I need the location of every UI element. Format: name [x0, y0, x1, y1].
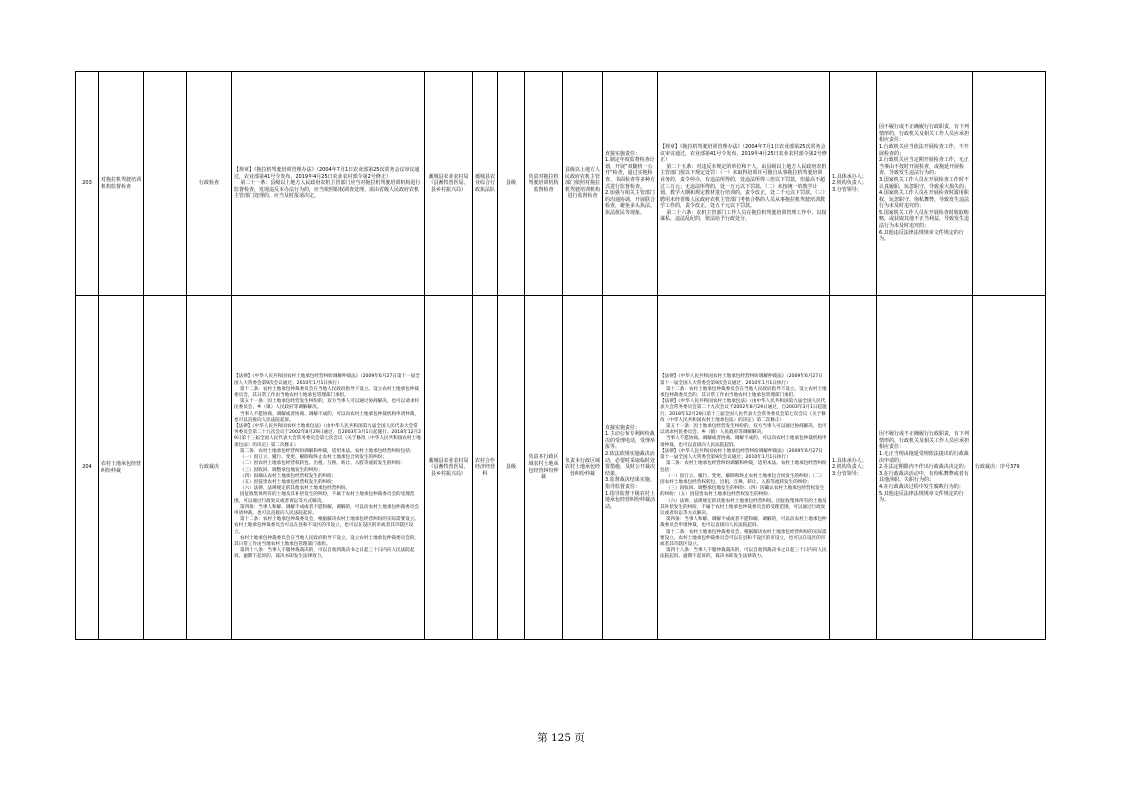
- accountability-text: 因不履行或不正确履行行政职责，有下列情形的，行政机关及相关工作人员应承担相应责任： 1.无正当理由拖延受理依法提出的行政裁决申请的； 2.在法定期限内不作出行政裁决决定的； 3.在行政裁决活动中，有徇私舞弊或者有其他渎职、失职行为的； 4.在行政裁决过程中发生腐败行为的； 5.其他违反法律法规规章文件规定的行为。: [879, 431, 970, 504]
- sub-item: [144, 72, 187, 296]
- responsibility-basis-text: 【规章】《拖拉机驾驶培训管理办法》（2004年7月1日农业部第25次常务会议审议通过，农业部第41号令发布，2019年4月25日农业农村部令第2号修正） 第二十五条：对违反本规定的单位和个人，由县级以上地方人民政府农机主管部门按以下规定处罚：（一）未取得培训许可擅自从事拖拉机驾驶培训业务的，责令停办，有违法所得的，处违法所得三倍以下罚款，但最高不超过三万元；无违法所得的，处一万元以下罚款。（二）未按统一的教学计划、教学大纲和规定教材进行培训的，责令改正，处二千元以下罚款。（三）聘用未经省级人民政府农机主管部门考核合格的人员从事拖拉机驾驶培训教学工作的，责令改正，处五千元以下罚款。 第二十六条：农机主管部门工作人员在拖拉机驾驶培训管理工作中，以权谋私、违法乱纪的，依法给予行政处分。: [660, 143, 827, 223]
- exercise-scope: 负责本行政区域农村土地承包经营纠纷仲裁: [563, 296, 603, 640]
- responsibility-basis: [658, 72, 830, 296]
- sub-item: [144, 296, 187, 640]
- undertaking-office: 藁城县农业综合行政执法队: [473, 72, 498, 296]
- responsibility-subject-text: 1.具体承办人； 2.机构负责人； 3.分管领导；: [832, 457, 867, 477]
- responsibility-text: 直接实施责任： 1.制定年度监督检查计划，开展“双随机一公开”检查，通过实地检查、书面检查等多种方式进行监督检查。 2.加强与相关主管部门的沟通协调，开展联合检查，避免多头执法、执法扰民等现象。: [605, 150, 656, 216]
- responsibility-basis: [658, 296, 830, 640]
- exercise-level: 县级: [498, 296, 525, 640]
- table-row: [76, 296, 1046, 640]
- page-number: 第 125 页: [537, 732, 585, 744]
- responsibility-subject: [830, 296, 877, 640]
- implementing-department: 藁城县农业农村局（县畜牧兽医局、县乡村振兴局）: [425, 296, 473, 640]
- undertaking-office: 农村合作经济经营科: [473, 296, 498, 640]
- accountability-text: 因不履行或不正确履行行政职责，有下列情形的，行政机关及相关工作人员应承担相应责任： 1.行政机关应当依法开展检查工作，不开展检查的； 2.行政机关应当定期开展检查工作，无正当事由不按时开展检查，或拖延开展检查，导致发生违法行为的； 3.国家机关工作人员在开展检查工作时不认真履职，玩忽职守，导致重大损失的； 4.国家机关工作人员在开展检查时滥用职权、玩忽职守、徇私舞弊，导致发生违法行为未及时追究的； 5.国家机关工作人员在开展检查时收取贿赂，或获取其他不正当利益，导致发生违法行为未及时追究的； 6.其他违反法律法规规章文件规定的行为。: [879, 124, 970, 243]
- legal-basis-text: 【法律】《中华人民共和国农村土地承包经营纠纷调解仲裁法》（2009年6月27日第十一届全国人大常委会第9次会议通过；2010年1月1日执行） 第十二条：农村土地承包仲裁委员会在当地人民政府指导下设立。设立农村土地承包仲裁委员会，其日常工作由当地农村土地承包管理部门承担。 第五十一条：因土地承包经营发生纠纷的，双方当事人可以通过协商解决，也可以请求村民委员会、乡（镇）人民政府等调解解决。 当事人不愿协商、调解或者协商、调解不成的，可以向农村土地承包仲裁机构申请仲裁，也可以直接向人民法院起诉。 【法律】《中华人民共和国农村土地承包法》（由中华人民共和国第九届全国人民代表大会常务委员会第二十九次会议于2002年8月29日通过，自2003年3月1日起施行。2018年12月29日第十三届全国人民代表大会常务委员会第七次会议《关于修改〈中华人民共和国农村土地承包法〉的决定》第二次修正） 第二条：农村土地承包经营纠纷调解和仲裁，适用本法。农村土地承包经营纠纷包括： （一）因订立、履行、变更、解除和终止农村土地承包合同发生的纠纷； （二）因农村土地承包经营权转包、出租、互换、转让、入股等流转发生的纠纷； （三）因收回、调整承包地发生的纠纷； （四）因确认农村土地承包经营权发生的纠纷； （五）因侵害农村土地承包经营权发生的纠纷； （六）法律、法规规定的其他农村土地承包经营纠纷。 因征收集体所有的土地及其补偿发生的纠纷，不属于农村土地承包仲裁委员会的受理范围，可以通过行政复议或者诉讼等方式解决。 第四条：当事人和解、调解不成或者不愿和解、调解的，可以向农村土地承包仲裁委员会申请仲裁，也可以直接向人民法院起诉。 第十二条：农村土地承包仲裁委员会，根据解决农村土地承包经营纠纷的实际需要设立。农村土地承包仲裁委员会可以在县和不设区的市设立，也可以在设区的市或者其市辖区设立。 农村土地承包仲裁委员会在当地人民政府指导下设立。设立农村土地承包仲裁委员会的，其日常工作由当地农村土地承包管理部门承担。 第四十八条：当事人不服仲裁裁决的，可以自收到裁决书之日起三十日内向人民法院起诉。逾期不起诉的，裁决书即发生法律效力。: [234, 374, 422, 560]
- responsibility-items: [603, 296, 658, 640]
- responsibility-items: [603, 72, 658, 296]
- power-list-table: [75, 71, 1046, 640]
- remarks: 行政裁决：序号379: [973, 296, 1046, 640]
- legal-basis: [232, 72, 425, 296]
- remarks: [973, 72, 1046, 296]
- accountability-situations: [877, 296, 973, 640]
- item-name: 农村土地承包经营纠纷仲裁: [99, 296, 144, 640]
- row-number: 203: [76, 72, 99, 296]
- exercise-content: 负责本行政区域农村土地承包经营纠纷仲裁: [525, 296, 563, 640]
- responsibility-subject-text: 1.具体承办人； 2.机构负责人； 3.分管领导；: [832, 173, 867, 193]
- table-row: [76, 72, 1046, 296]
- responsibility-text: 直接实施责任： 1.主动公布专利纠纷裁决的受理电话，受理举报等。 2.依法依规实施裁决活动，必要时采取临时处置措施，及时公开裁决结果。 3.监督裁决结果实施，指导监督责任： 1.指导监督下级农村土地承包经营纠纷仲裁活动。: [605, 424, 656, 510]
- legal-basis: [232, 296, 425, 640]
- responsibility-subject: [830, 72, 877, 296]
- implementing-department: 藁城县农业农村局（县畜牧兽医局、县乡村振兴局）: [425, 72, 473, 296]
- exercise-content: 负责对拖拉机驾驶培训机构监督检查: [525, 72, 563, 296]
- responsibility-basis-text: 【法律】《中华人民共和国农村土地承包经营纠纷调解仲裁法》（2009年6月27日第十一届全国人大常委会第9次会议通过；2010年1月1日执行） 第十二条：农村土地承包仲裁委员会在当地人民政府指导下设立。设立农村土地承包仲裁委员会的，其日常工作由当地农村土地承包管理部门承担。 【法律】《中华人民共和国农村土地承包法》（由中华人民共和国第九届全国人民代表大会常务委员会第二十九次会议于2002年8月29日通过，自2003年3月1日起施行。2018年12月29日第十三届全国人民代表大会常务委员会第七次会议《关于修改〈中华人民共和国农村土地承包法〉的决定》第二次修正） 第五十一条：因土地承包经营发生纠纷的，双方当事人可以通过协商解决，也可以请求村民委员会、乡（镇）人民政府等调解解决。 当事人不愿协商、调解或者协商、调解不成的，可以向农村土地承包仲裁机构申请仲裁，也可以直接向人民法院起诉。 【法律】《中华人民共和国农村土地承包经营纠纷调解仲裁法》（2009年6月27日第十一届全国人大常委会第9次会议通过；2010年1月1日执行） 第二条：农村土地承包经营纠纷调解和仲裁，适用本法。农村土地承包经营纠纷包括： （一）因订立、履行、变更、解除和终止农村土地承包合同发生的纠纷；（二）因农村土地承包经营权转包、出租、互换、转让、入股等流转发生的纠纷； （三）因收回、调整承包地发生的纠纷；（四）因确认农村土地承包经营权发生的纠纷；（五）因侵害农村土地承包经营权发生的纠纷； （六）法律、法规规定的其他农村土地承包经营纠纷。因征收集体所有的土地及其补偿发生的纠纷，不属于农村土地承包仲裁委员会的受理范围，可以通过行政复议或者诉讼等方式解决。 第四条：当事人和解、调解不成或者不愿和解、调解的，可以向农村土地承包仲裁委员会申请仲裁，也可以直接向人民法院起诉。 第十二条：农村土地承包仲裁委员会，根据解决农村土地承包经营纠纷的实际需要设立。农村土地承包仲裁委员会可以在县和不设区的市设立，也可以在设区的市或者其市辖区设立。 第四十八条：当事人不服仲裁裁决的，可以自收到裁决书之日起三十日内向人民法院起诉。逾期不起诉的，裁决书即发生法律效力。: [660, 374, 827, 560]
- legal-basis-text: 【规章】《拖拉机驾驶培训管理办法》（2004年7月1日农业部第25次常务会议审议通过，农业部第41号令发布，2019年4月25日农业农村部令第2号修正） 第二十一条：县级以上地方人民政府农机主管部门应当对拖拉机驾驶培训机构进行监督检查，发现违反本办法行为的，应当依照职权调查处理。需由省级人民政府农机主管部门处理的，应当及时报请决定。: [234, 167, 421, 200]
- power-type: 行政裁决: [187, 296, 232, 640]
- exercise-level: 县级: [498, 72, 525, 296]
- exercise-scope: 县级以上地方人民政府农机主管部门依照对拖拉机驾驶培训机构进行监督检查: [563, 72, 603, 296]
- row-number: 204: [76, 296, 99, 640]
- item-name: 对拖拉机驾驶培训机构监督检查: [99, 72, 144, 296]
- power-type: 行政检查: [187, 72, 232, 296]
- accountability-situations: [877, 72, 973, 296]
